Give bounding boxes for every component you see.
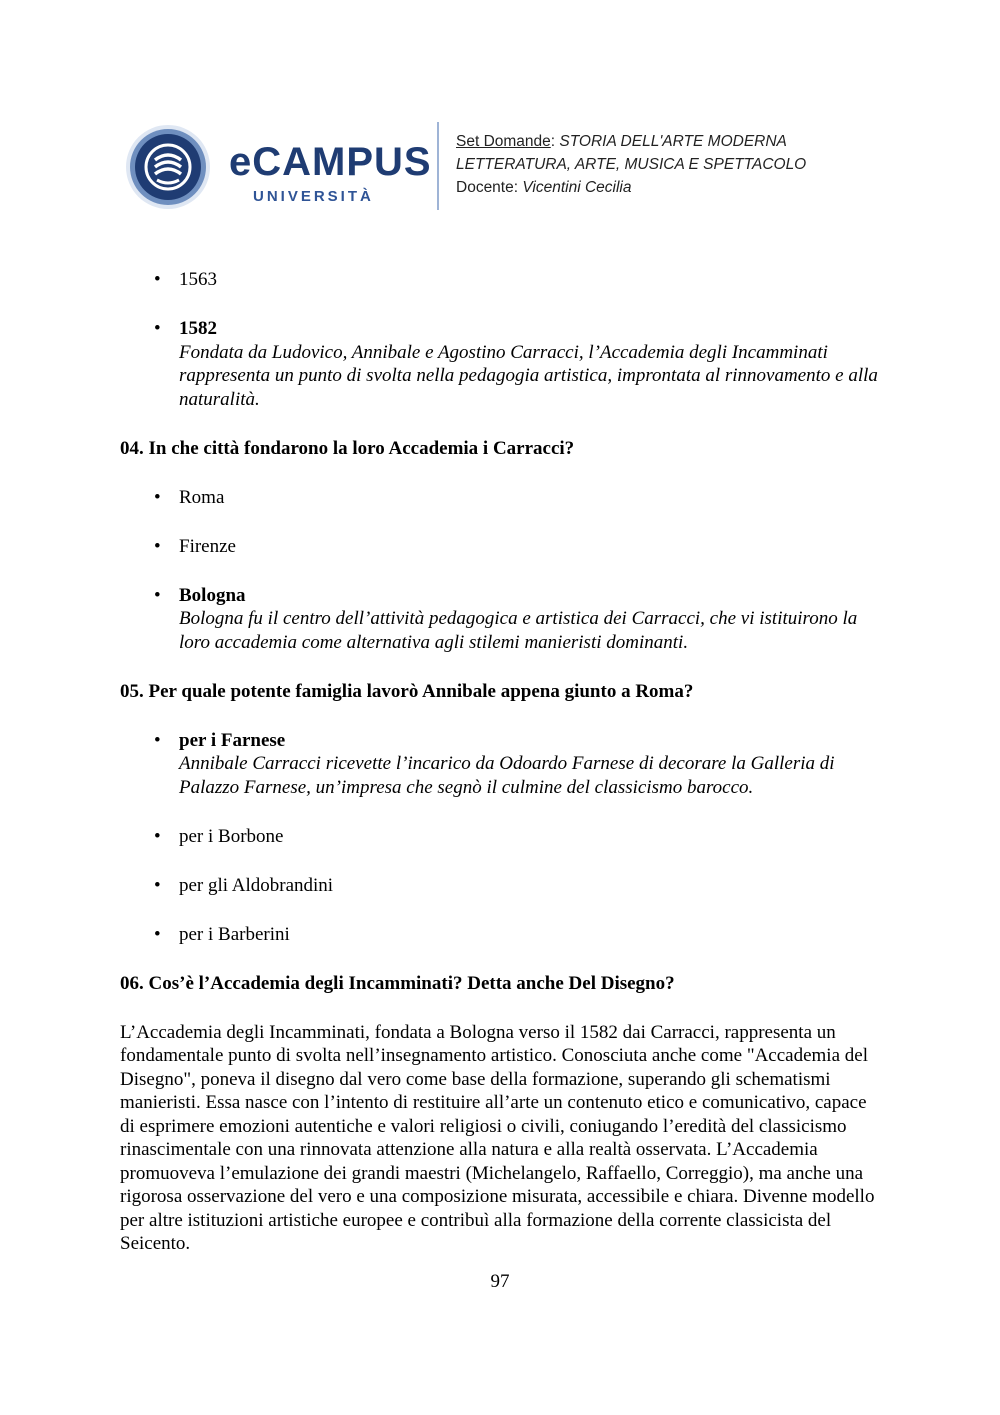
course-subtitle: LETTERATURA, ARTE, MUSICA E SPETTACOLO [456, 156, 807, 173]
answer-paragraph: L’Accademia degli Incamminati, fondata a Bologna verso il 1582 dai Carracci, rappresenta un fondamentale punto di svolta nell’insegnamento artistico. Conosciuta anche come "Accademia del Disegno", poneva il disegno dal vero come base della formazione, superando gli schematismi manieristi. Essa nasce con l’intento di restituire all’arte un contenuto etico e comunicativo, capace di esprimere emozioni autentiche e valori religiosi o civili, coniugando l’eredità del classicismo rinascimentale con una rinnovata attenzione alla natura e alla realtà osservata. L’Accademia promuoveva l’emulazione dei grandi maestri (Michelangelo, Raffaello, Correggio), ma anche una rigorosa osservazione del vero e una composizione misurata, accessibile e chiara. Divenne modello per altre istituzioni artistiche europee e contribuì alla formazione della corrente classicista del Seicento. [120, 1021, 875, 1254]
list-item [120, 923, 885, 947]
header-info [456, 130, 806, 199]
list-item [120, 317, 885, 411]
list-item [120, 584, 885, 655]
page-number: 97 [490, 1271, 510, 1292]
option-text: per i Barberini [179, 923, 290, 945]
list-item [120, 729, 885, 800]
teacher-name: Vicentini Cecilia [522, 179, 632, 196]
question-title: 06. Cos’è l’Accademia degli Incamminati? Detta anche Del Disegno? [120, 972, 675, 994]
logo-subtitle: UNIVERSITÀ [253, 188, 374, 205]
question-title: 05. Per quale potente famiglia lavorò Annibale appena giunto a Roma? [120, 680, 694, 702]
correct-option-text: 1582 [179, 318, 217, 339]
set-label: Set Domande [456, 133, 551, 150]
correct-option-text: per i Farnese [179, 729, 286, 751]
option-explanation: Bologna fu il centro dell’attività pedagogica e artistica dei Carracci, che vi istituirono la loro accademia come alternativa agli stilemi manieristi dominanti. [179, 608, 858, 653]
course-title: STORIA DELL'ARTE MODERNA [559, 133, 787, 150]
correct-option-text: Bologna [179, 584, 246, 606]
question-title: 04. In che città fondarono la loro Accademia i Carracci? [120, 437, 575, 459]
option-list [120, 268, 885, 411]
option-explanation: Fondata da Ludovico, Annibale e Agostino Carracci, l’Accademia degli Incamminati rappresenta un punto di svolta nella pedagogia artistica, improntata al rinnovamento e alla naturalità. [179, 341, 878, 410]
option-explanation: Annibale Carracci ricevette l’incarico da Odoardo Farnese di decorare la Galleria di Palazzo Farnese, un’impresa che segnò il culmine del classicismo barocco. [179, 753, 835, 798]
header-teacher-line: Docente: Vicentini Cecilia [456, 179, 632, 196]
ecampus-seal-logo-icon [125, 124, 211, 210]
header-course-line [456, 153, 806, 176]
option-text: per gli Aldobrandini [179, 874, 334, 896]
option-list [120, 486, 885, 655]
list-item [120, 825, 885, 849]
header-set-line: Set Domande: STORIA DELL'ARTE MODERNA [456, 133, 787, 150]
header-divider [437, 122, 439, 210]
logo-wordmark: eCAMPUS [229, 140, 432, 184]
option-text: Roma [179, 486, 225, 508]
option-text: Firenze [179, 535, 236, 557]
list-item [120, 874, 885, 898]
list-item [120, 268, 885, 292]
option-list [120, 729, 885, 947]
page-header [125, 120, 885, 215]
list-item [120, 535, 885, 559]
page-content [120, 268, 885, 1256]
option-text: per i Borbone [179, 825, 284, 847]
option-text: 1563 [179, 269, 217, 290]
teacher-label: Docente [456, 179, 514, 196]
list-item [120, 486, 885, 510]
